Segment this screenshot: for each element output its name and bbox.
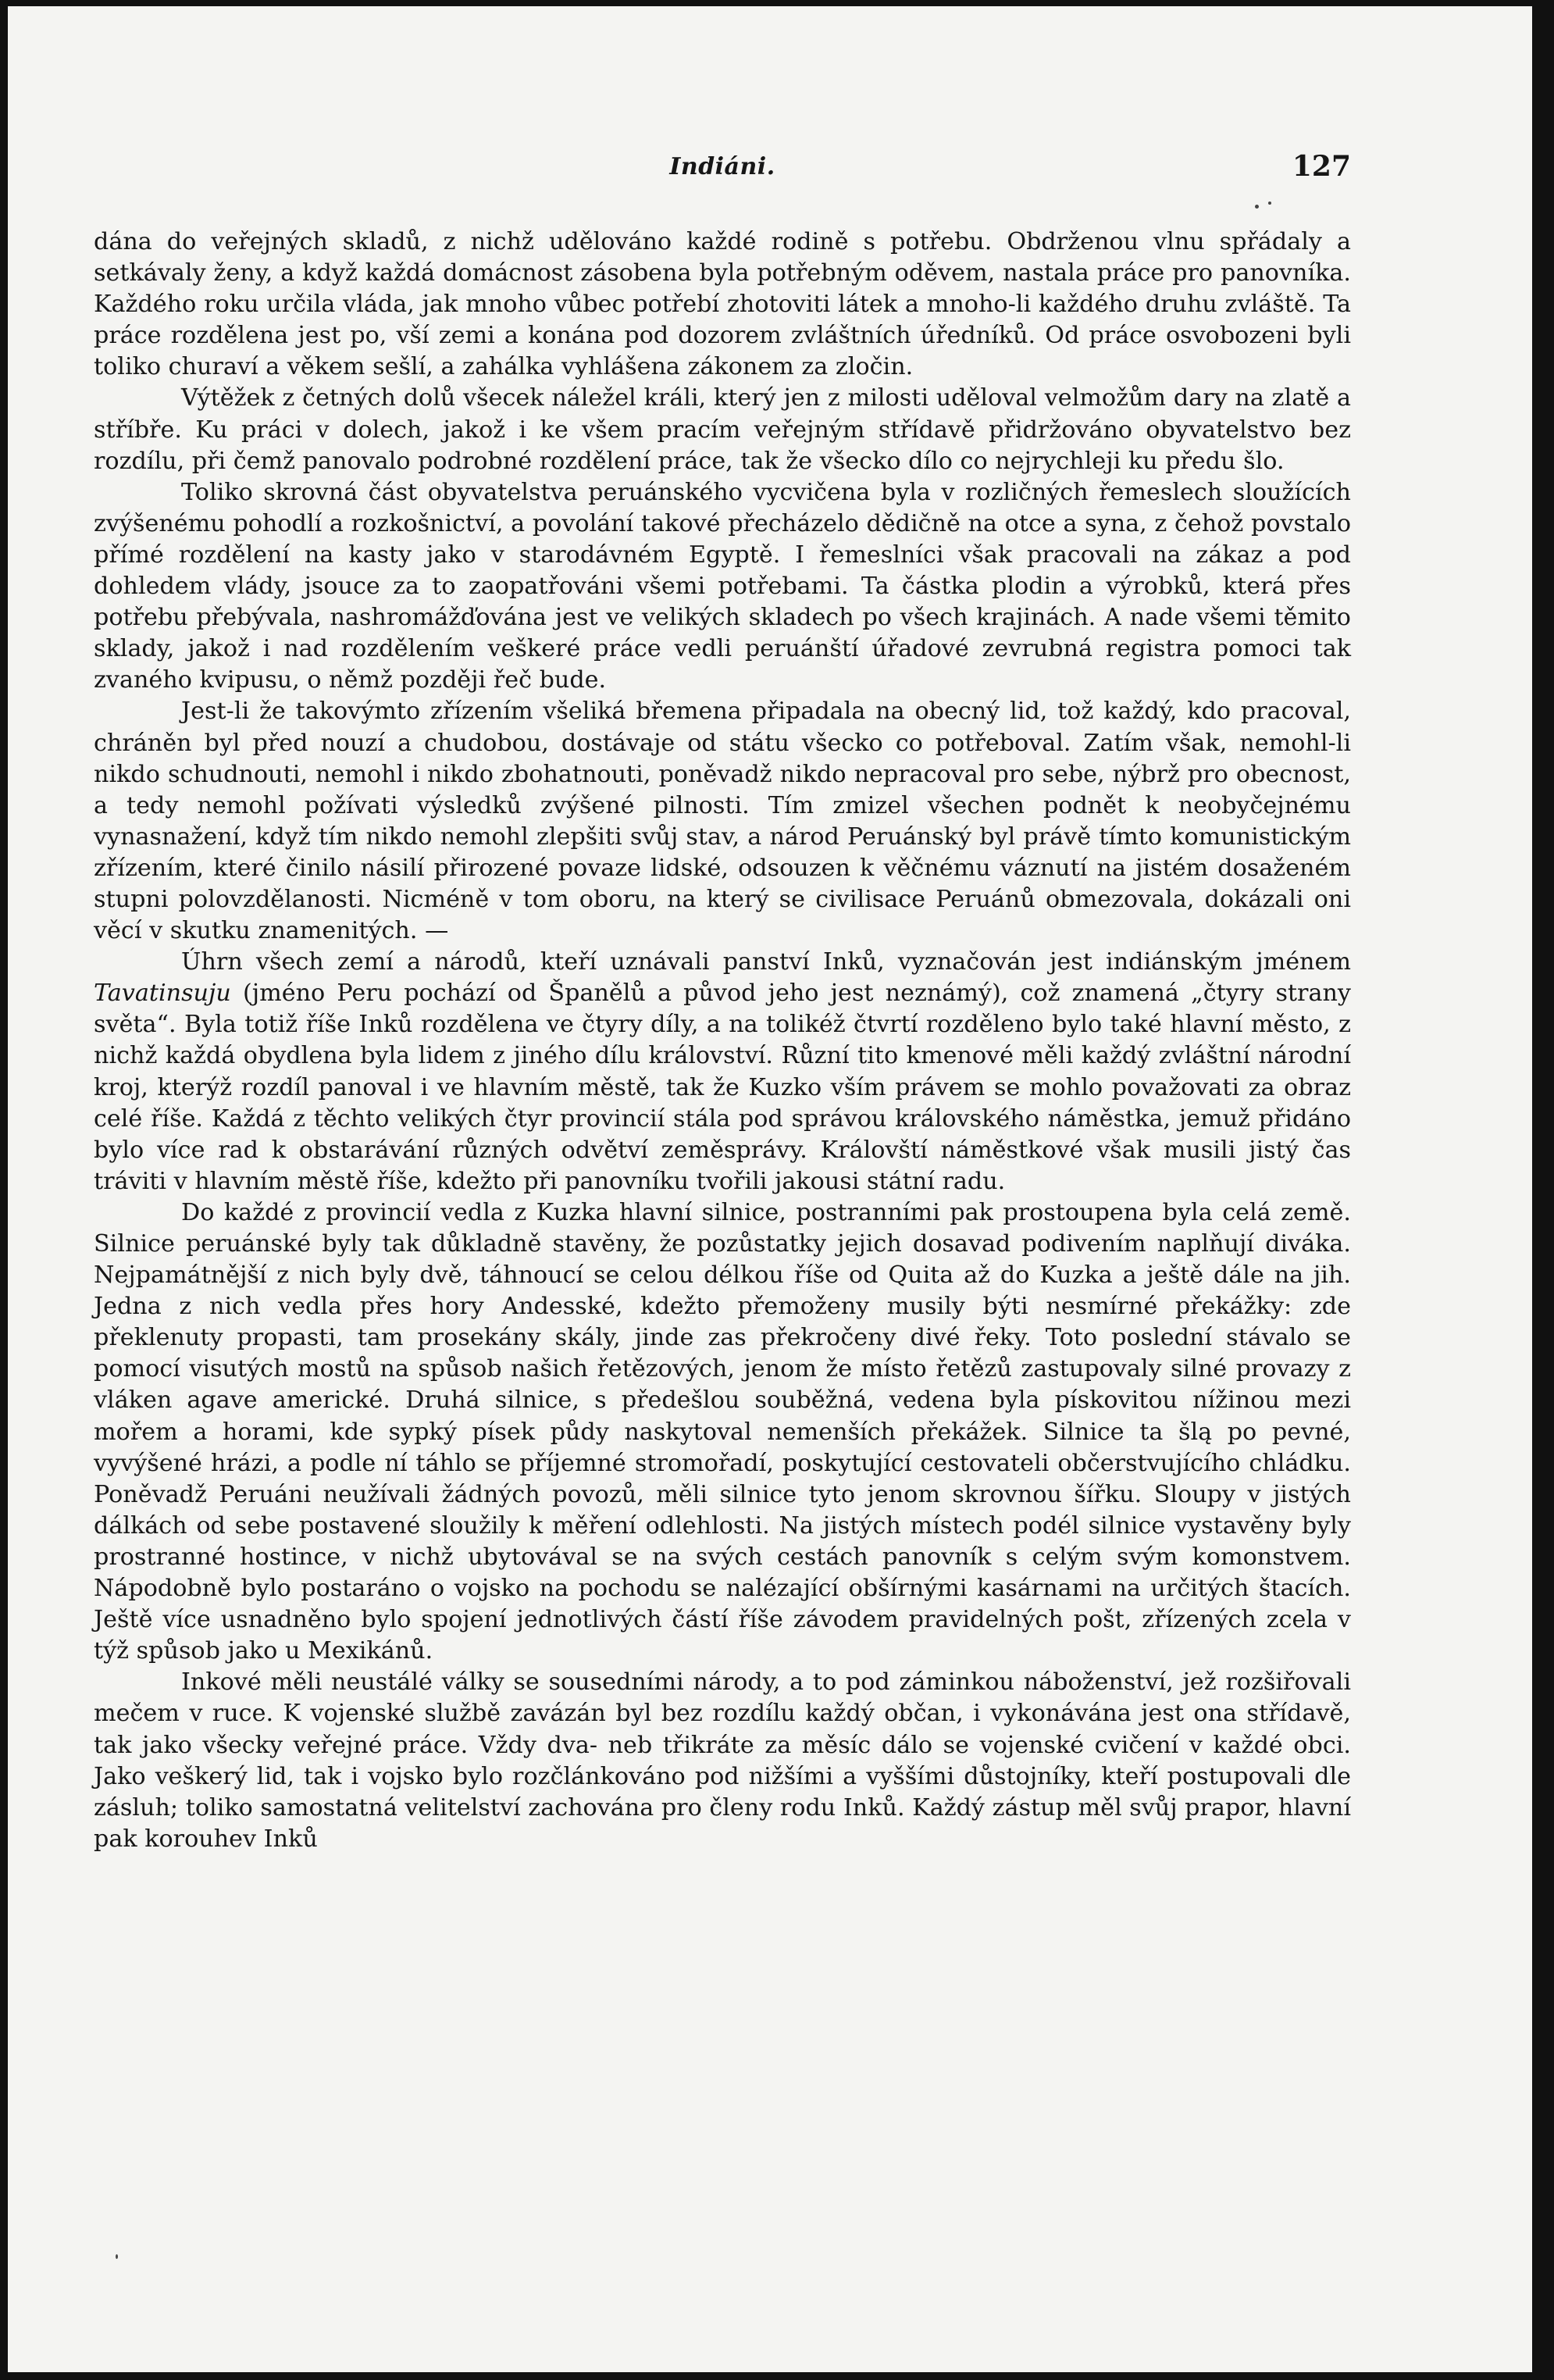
italic-term: Tavatinsuju <box>94 979 231 1008</box>
paragraph <box>94 227 1351 383</box>
paragraph <box>94 383 1351 476</box>
paragraph <box>94 1197 1351 1667</box>
paragraph-text: dána do veřejných skladů, z nichž udělováno každé rodině s potřebu. Obdrženou vlnu spřádaly a setkávaly ženy, a když každá domácnost zásobena byla potřebným oděvem, nastala práce pro panovníka. Každého roku určila vláda, jak mnoho vůbec potřebí zhotoviti látek a mnoho-li každého druhu zvláště. Ta práce rozdělena jest po, vší zemi a konána pod dozorem zvláštních úředníků. Od práce osvobozeni byli toliko churaví a věkem sešlí, a zahálka vyhlášena zákonem za zločin. <box>94 228 1351 381</box>
paragraph <box>94 1667 1351 1855</box>
paragraph-text: Úhrn všech zemí a národů, kteří uznávali panství Inků, vyznačován jest indiánským jménem <box>181 948 1351 976</box>
paragraph-text: (jméno Peru pochází od Španělů a původ jeho jest neznámý), což znamená „čtyry strany světa“. Byla totiž říše Inků rozdělena ve čtyry díly, a na tolikéž čtvrtí rozděleno bylo také hlavní město, z nichž každá obydlena byla lidem z jiného dílu království. Různí tito kmenové měli každý zvláštní národní kroj, kterýž rozdíl panoval i ve hlavním městě, tak že Kuzko vším právem se mohlo považovati za obraz celé říše. Každá z těchto velikých čtyr provincií stála pod správou královského náměstka, jemuž přidáno bylo více rad k obstarávání různých odvětví zeměsprávy. Královští náměstkové však musili jistý čas tráviti v hlavním městě říše, kdežto při panovníku tvořili jakousi státní radu. <box>94 979 1351 1195</box>
book-page <box>94 148 1351 1855</box>
paragraph <box>94 696 1351 947</box>
body-text <box>94 227 1351 1855</box>
scan-border-left <box>0 0 8 2380</box>
scan-border-right <box>1532 0 1554 2380</box>
print-speck <box>116 2254 118 2259</box>
scan-border-bottom <box>0 2372 1554 2380</box>
running-title: Indiáni. <box>669 153 775 180</box>
paragraph-text: Do každé z provincií vedla z Kuzka hlavní silnice, postranními pak prostoupena byla celá země. Silnice peruánské byly tak důkladně stavěny, že pozůstatky jejich dosavad podivením naplňují diváka. Nejpamátnější z nich byly dvě, táhnoucí se celou délkou říše od Quita až do Kuzka a ještě dále na jih. Jedna z nich vedla přes hory Andesské, kdežto přemoženy musily býti nesmírné překážky: zde překlenuty propasti, tam prosekány skály, jinde zas překročeny divé řeky. Toto poslední stávalo se pomocí visutých mostů na spůsob našich řetězových, jenom že místo řetězů zastupovaly silné provazy z vláken agave americké. Druhá silnice, s předešlou souběžná, vedena byla pískovitou nížinou mezi mořem a horami, kde sypký písek půdy naskytoval nemenších překážek. Silnice ta šlą po pevné, vyvýšené hrázi, a podle ní táhlo se příjemné stromořadí, poskytující cestovateli občerstvujícího chládku. Poněvadž Peruáni neužívali žádných povozů, měli silnice tyto jenom skrovnou šířku. Sloupy v jistých dálkách od sebe postavené sloužily k měření odlehlosti. Na jistých místech podél silnice vystavěny byly prostranné hostince, v nichž ubytovával se na svých cestách panovník s celým svým komonstvem. Nápodobně bylo postaráno o vojsko na pochodu se nalézající obšírnými kasárnami na určitých štacích. Ještě více usnadněno bylo spojení jednotlivých částí říše závodem pravidelných pošt, zřízených zcela v týž spůsob jako u Mexikánů. <box>94 1198 1351 1665</box>
paragraph <box>94 477 1351 697</box>
scan-border-top <box>0 0 1554 6</box>
paragraph-text: Toliko skrovná část obyvatelstva peruánského vycvičena byla v rozličných řemeslech sloužících zvýšenému pohodlí a rozkošnictví, a povolání takové přecházelo dědičně na otce a syna, z čehož povstalo přímé rozdělení na kasty jako v starodávném Egyptě. I řemeslníci však pracovali na zákaz a pod dohledem vlády, jsouce za to zaopatřováni všemi potřebami. Ta částka plodin a výrobků, která přes potřebu přebývala, nashromážďována jest ve velikých skladech po všech krajinách. A nade všemi těmito sklady, jakož i nad rozdělením veškeré práce vedli peruánští úřadové zevrubná registra pomoci tak zvaného kvipusu, o němž později řeč bude. <box>94 478 1351 694</box>
paragraph <box>94 947 1351 1197</box>
paragraph-text: Inkové měli neustálé války se sousedními národy, a to pod záminkou náboženství, jež rozšiřovali mečem v ruce. K vojenské službě zavázán byl bez rozdílu každý občan, i vykonávána jest ona střídavě, tak jako všecky veřejné práce. Vždy dva- neb třikráte za měsíc dálo se vojenské cvičení v každé obci. Jako veškerý lid, tak i vojsko bylo rozčlánkováno pod nižšími a vyššími důstojníky, kteří postupovali dle zásluh; toliko samostatná velitelství zachována pro členy rodu Inků. Každý zástup měl svůj prapor, hlavní pak korouhev Inků <box>94 1668 1351 1853</box>
paragraph-text: Výtěžek z četných dolů všecek náležel králi, který jen z milosti uděloval velmožům dary na zlatě a stříbře. Ku práci v dolech, jakož i ke všem pracím veřejným střídavě přidržováno obyvatelstvo bez rozdílu, při čemž panovalo podrobné rozdělení práce, tak že všecko dílo co nejrychleji ku předu šlo. <box>94 384 1351 475</box>
running-head <box>94 148 1351 195</box>
paragraph-text: Jest-li že takovýmto zřízením všeliká břemena připadala na obecný lid, tož každý, kdo pracoval, chráněn byl před nouzí a chudobou, dostávaje od státu všecko co potřeboval. Zatím však, nemohl-li nikdo schudnouti, nemohl i nikdo zbohatnouti, poněvadž nikdo nepracoval pro sebe, nýbrž pro obecnost, a tedy nemohl požívati výsledků zvýšené pilnosti. Tím zmizel všechen podnět k neobyčejnému vynasnažení, když tím nikdo nemohl zlepšiti svůj stav, a národ Peruánský byl právě tímto komunistickým zřízením, které činilo násilí přirozené povaze lidské, odsouzen k věčnému váznutí na jistém dosaženém stupni polovzdělanosti. Nicméně v tom oboru, na který se civilisace Peruánů obmezovala, dokázali oni věcí v skutku znamenitých. — <box>94 698 1351 945</box>
page-number: 127 <box>1292 150 1351 183</box>
